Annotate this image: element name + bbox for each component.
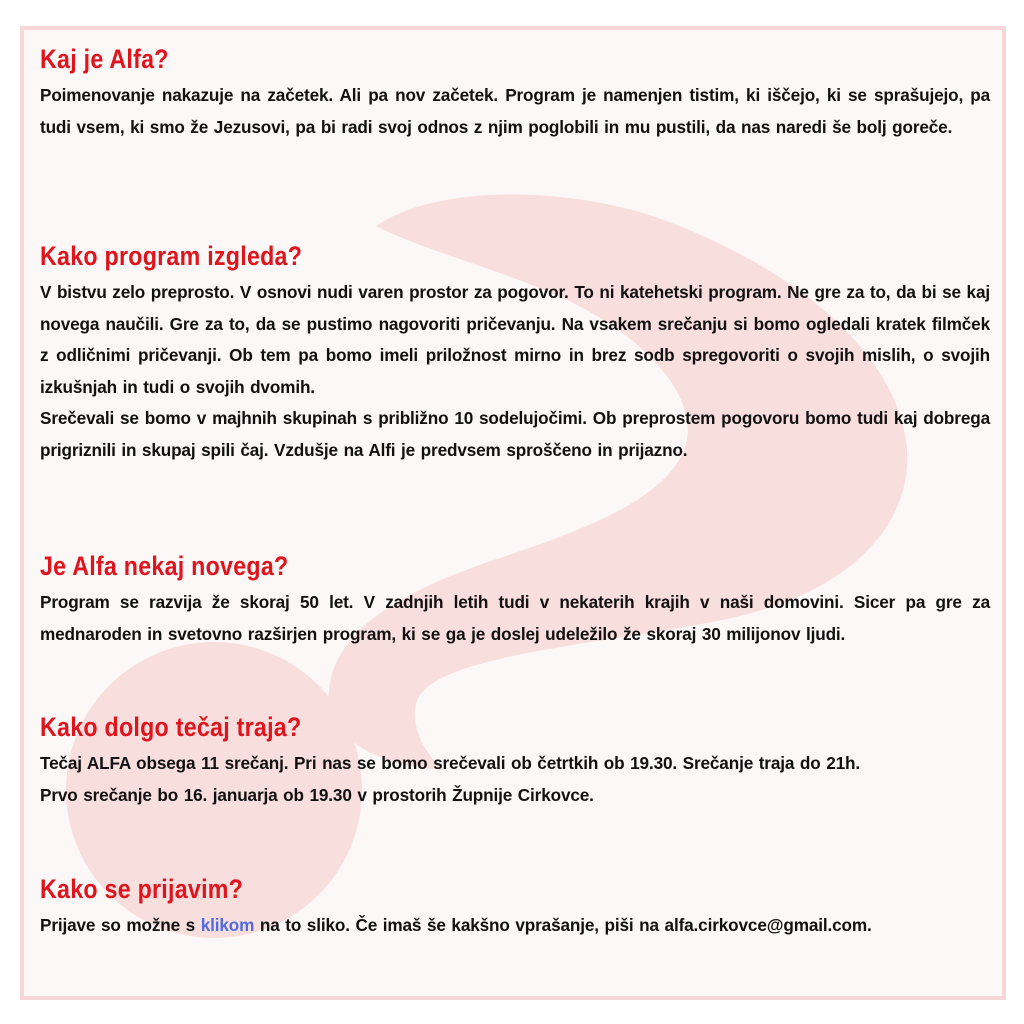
section-how-to-register bbox=[40, 868, 872, 942]
signup-link[interactable]: klikom bbox=[200, 915, 255, 935]
section-paragraph: V bistvu zelo preprosto. V osnovi nudi varen prostor za pogovor. To ni katehetski program. Ne gre za to, da bi se kaj novega naučili. Gre za to, da se pustimo nagovoriti pričevanju. Na vsakem srečanju si bomo ogledali kratek filmček z odličnimi pričevanji. Ob tem pa bomo imeli priložnost mirno in brez sodb spregovoriti o svojih mislih, o svojih izkušnjah in tudi o svojih dvomih. bbox=[40, 282, 990, 397]
section-heading: Je Alfa nekaj novega? bbox=[40, 551, 289, 581]
signup-text-after: na to sliko. Če imaš še kakšno vprašanje, piši na alfa.cirkovce@gmail.com. bbox=[254, 915, 872, 935]
section-paragraph: Prvo srečanje bo 16. januarja ob 19.30 v prostorih Župnije Cirkovce. bbox=[40, 784, 594, 805]
section-heading: Kako program izgleda? bbox=[40, 241, 303, 271]
question-mark-watermark-icon bbox=[24, 30, 1002, 996]
section-paragraph: Tečaj ALFA obsega 11 srečanj. Pri nas se bomo srečevali ob četrtkih ob 19.30. Srečanje traja do 21h. bbox=[40, 753, 861, 773]
section-paragraph: Srečevali se bomo v majhnih skupinah s približno 10 sodelujočimi. Ob preprostem pogovoru bomo tudi kaj dobrega prigriznili in skupaj spili čaj. Vzdušje na Alfi je predvsem sproščeno in prijazno. bbox=[40, 408, 990, 460]
section-what-is-alfa bbox=[40, 38, 990, 143]
section-heading: Kako se prijavim? bbox=[40, 874, 244, 904]
page-frame bbox=[20, 26, 1006, 1000]
signup-text-before: Prijave so možne s bbox=[40, 915, 201, 935]
section-paragraph: Program se razvija že skoraj 50 let. V zadnjih letih tudi v nekaterih krajih v naši domovini. Sicer pa gre za mednaroden in svetovno razširjen program, ki se ga je doslej udeležilo že skoraj 30 milijonov ljudi. bbox=[40, 592, 990, 644]
section-heading: Kaj je Alfa? bbox=[40, 44, 169, 74]
section-course-duration bbox=[40, 706, 860, 811]
signup-paragraph bbox=[40, 910, 872, 942]
section-program-look bbox=[40, 235, 990, 466]
section-is-alfa-new bbox=[40, 545, 990, 650]
section-paragraph: Poimenovanje nakazuje na začetek. Ali pa nov začetek. Program je namenjen tistim, ki iščejo, ki se sprašujejo, pa tudi vsem, ki smo že Jezusovi, pa bi radi svoj odnos z njim poglobili in mu pustili, da nas naredi še bolj goreče. bbox=[40, 85, 990, 137]
section-heading: Kako dolgo tečaj traja? bbox=[40, 712, 302, 742]
